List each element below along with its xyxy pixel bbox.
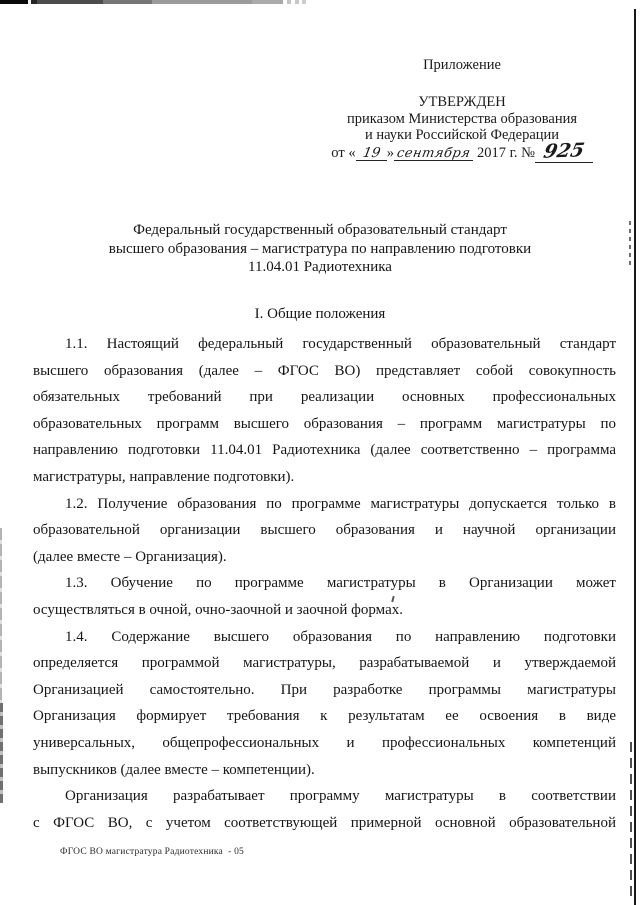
body-line: Организацией самостоятельно. При разработке программы магистратуры [33, 681, 616, 698]
body-line: выпускников (далее вместе – компетенции). [33, 761, 315, 778]
title-line-3: 11.04.01 Радиотехника [248, 259, 392, 276]
footer-note: ФГОС ВО магистратура Радиотехника - 05 [60, 847, 244, 857]
handwritten-order-number-underline [535, 139, 593, 163]
approval-byline-2: и науки Российской Федерации [364, 127, 560, 144]
body-line: высшего образования (далее – ФГОС ВО) представляет собой совокупность [33, 362, 616, 379]
body-line: универсальных, общепрофессиональных и профессиональных компетенций [33, 734, 616, 751]
paragraph [33, 491, 616, 571]
paragraph [33, 570, 616, 623]
approval-block [297, 57, 627, 163]
title-line-2: высшего образования – магистратура по направлению подготовки [108, 240, 532, 257]
annex-label: Приложение [423, 57, 501, 73]
approval-byline-1: приказом Министерства образования [346, 110, 578, 127]
body-line: осуществляться в очной, очно-заочной и заочной формах. [33, 601, 403, 618]
body-line: 1.4. Содержание высшего образования по направлению подготовки [65, 628, 616, 645]
document-title [0, 221, 640, 277]
page-edge-marks-left-lower [0, 703, 3, 803]
date-year-number: 2017 г. № [476, 144, 536, 161]
date-close-quote: » [386, 144, 395, 161]
body-line: с ФГОС ВО, с учетом соответствующей примерной основной образовательной [33, 814, 616, 831]
handwritten-day: 19 [361, 144, 382, 161]
approval-status: УТВЕРЖДЕН [418, 93, 506, 110]
paragraph [33, 783, 616, 836]
page-edge-line-right [634, 9, 636, 905]
scan-artifact-top-bar [0, 0, 310, 4]
body-text [33, 331, 616, 836]
body-line: магистратуры, направление подготовки). [33, 468, 295, 485]
date-prefix: от « [331, 144, 356, 161]
body-line: 1.2. Получение образования по программе магистратуры допускается только в [65, 495, 616, 512]
body-line: образовательных программ высшего образования – программ магистратуры по [33, 415, 616, 432]
body-line: Организация формирует требования к результатам ее освоения в виде [33, 708, 616, 725]
paragraph [33, 624, 616, 784]
paragraph [33, 331, 616, 491]
title-line-1: Федеральный государственный образовательный стандарт [133, 222, 507, 238]
section-heading: I. Общие положения [254, 306, 386, 322]
handwritten-month: сентября [395, 145, 472, 161]
body-line: 1.3. Обучение по программе магистратуры в Организации может [65, 575, 616, 592]
body-line: определяется программой магистратуры, разрабатываемой и утверждаемой [33, 655, 616, 672]
body-line: направлению подготовки 11.04.01 Радиотехника (далее соответственно – программа [33, 442, 616, 459]
body-line: 1.1. Настоящий федеральный государственный образовательный стандарт [65, 336, 616, 352]
handwritten-order-number: 925 [541, 139, 587, 163]
body-line: образовательной организации высшего образования и научной организации [33, 522, 616, 539]
handwritten-month-underline [394, 147, 473, 161]
page-edge-marks-left-upper [0, 528, 2, 703]
body-line: обязательных требований при реализации основных профессиональных [33, 389, 616, 406]
approval-date-line [297, 139, 627, 163]
handwritten-day-underline [356, 144, 387, 161]
body-line: Организация разрабатывает программу магистратуры в соответствии [65, 788, 616, 805]
page-edge-dashes-right-lower [630, 742, 632, 900]
body-line: (далее вместе – Организация). [33, 548, 227, 565]
